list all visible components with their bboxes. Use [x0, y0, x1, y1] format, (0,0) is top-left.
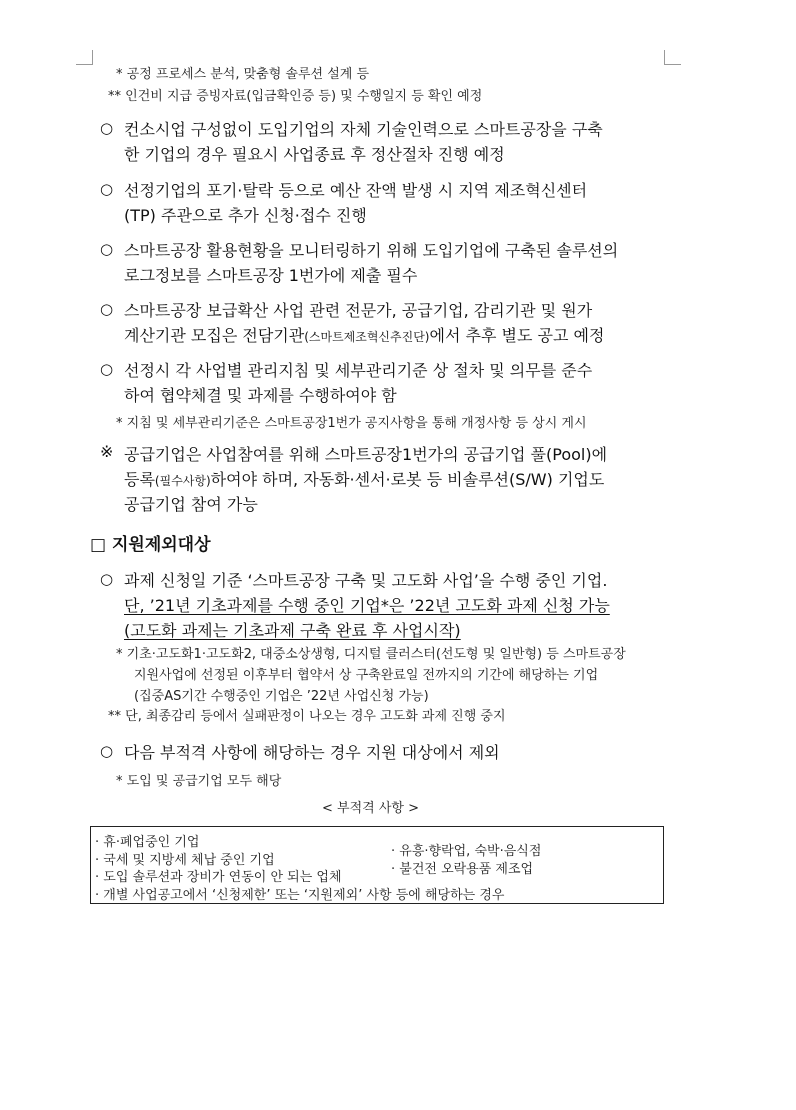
ineligible-item: · 유흥·향락업, 숙박·음식점	[391, 844, 542, 859]
top-note: ** 인건비 지급 증빙자료(입금확인증 등) 및 수행일지 등 확인 예정	[108, 89, 483, 104]
bullet-text: (TP) 주관으로 추가 신청·접수 진행	[124, 206, 367, 225]
bullet-marker: ○	[100, 742, 114, 760]
exclusion-note: ** 단, 최종감리 등에서 실패판정이 나오는 경우 고도화 과제 진행 중지	[108, 709, 506, 724]
ineligible-text: 다음 부적격 사항에 해당하는 경우 지원 대상에서 제외	[124, 743, 500, 762]
bullet-marker: ○	[100, 570, 114, 588]
bullet-text: 한 기업의 경우 필요시 사업종료 후 정산절차 진행 예정	[124, 145, 505, 164]
bullet-marker: ○	[100, 360, 114, 378]
exclusion-text: 과제 신청일 기준 ‘스마트공장 구축 및 고도화 사업’을 수행 중인 기업.	[124, 571, 608, 590]
ineligible-item: · 도입 솔루션과 장비가 연동이 안 되는 업체	[95, 870, 342, 885]
table-title: < 부적격 사항 >	[322, 801, 419, 816]
bullet-text: 스마트공장 보급확산 사업 관련 전문가, 공급기업, 감리기관 및 원가	[124, 301, 593, 320]
bullet-text: 선정시 각 사업별 관리지침 및 세부관리기준 상 절차 및 의무를 준수	[124, 361, 593, 380]
bullet-marker: ○	[100, 240, 114, 258]
section-heading	[90, 530, 211, 555]
remark-text: 공급기업 참여 가능	[124, 495, 258, 514]
bullet-text: 로그정보를 스마트공장 1번가에 제출 필수	[124, 266, 418, 285]
exclusion-text: (고도화 과제는 기초과제 구축 완료 후 사업시작)	[124, 621, 461, 640]
exclusion-note: (집중AS기간 수행중인 기업은 ’22년 사업신청 가능)	[134, 689, 429, 704]
bullet-text: 컨소시업 구성없이 도입기업의 자체 기술인력으로 스마트공장을 구축	[124, 120, 603, 139]
bullet-text: 하여 협약체결 및 과제를 수행하여야 함	[124, 386, 397, 405]
ineligible-note: * 도입 및 공급기업 모두 해당	[116, 774, 282, 789]
bullet-text: 스마트공장 활용현황을 모니터링하기 위해 도입기업에 구축된 솔루션의	[124, 241, 619, 260]
bullet-text: 선정기업의 포기·탈락 등으로 예산 잔액 발생 시 지역 제조혁신센터	[124, 181, 588, 200]
ineligible-item: · 불건전 오락용품 제조업	[391, 862, 534, 877]
remark-text: 등록(필수사항)하여야 하며, 자동화·센서·로봇 등 비솔루션(S/W) 기업도	[124, 470, 605, 489]
exclusion-note: * 기초·고도화1·고도화2, 대중소상생형, 디지털 클러스터(선도형 및 일반형) 등 스마트공장	[116, 647, 626, 662]
ineligible-box	[90, 826, 664, 904]
top-note: * 공정 프로세스 분석, 맞춤형 솔루션 설계 등	[116, 67, 370, 82]
exclusion-note: 지원사업에 선정된 이후부터 협약서 상 구축완료일 전까지의 기간에 해당하는 기업	[134, 668, 599, 683]
bullet-marker: ○	[100, 180, 114, 198]
page-corner-mark-right	[664, 50, 681, 65]
bullet-marker: ○	[100, 119, 114, 137]
remark-marker: ※	[100, 442, 114, 461]
exclusion-text: 단, ’21년 기초과제를 수행 중인 기업*은 ’22년 고도화 과제 신청 가능	[124, 596, 610, 615]
ineligible-item: · 개별 사업공고에서 ‘신청제한’ 또는 ‘지원제외’ 사항 등에 해당하는 경우	[95, 888, 505, 903]
page-corner-mark-left	[76, 50, 93, 65]
guideline-note: * 지침 및 세부관리기준은 스마트공장1번가 공지사항을 통해 개정사항 등 상시 게시	[116, 416, 587, 431]
bullet-text: 계산기관 모집은 전담기관(스마트제조혁신추진단)에서 추후 별도 공고 예정	[124, 326, 605, 345]
remark-text: 공급기업은 사업참여를 위해 스마트공장1번가의 공급기업 풀(Pool)에	[124, 445, 608, 464]
section-title: 지원제외대상	[111, 535, 211, 555]
bullet-marker: ○	[100, 300, 114, 318]
ineligible-item: · 국세 및 지방세 체납 중인 기업	[95, 853, 275, 868]
ineligible-item: · 휴·폐업중인 기업	[95, 835, 200, 850]
checkbox-icon: □	[90, 535, 107, 555]
